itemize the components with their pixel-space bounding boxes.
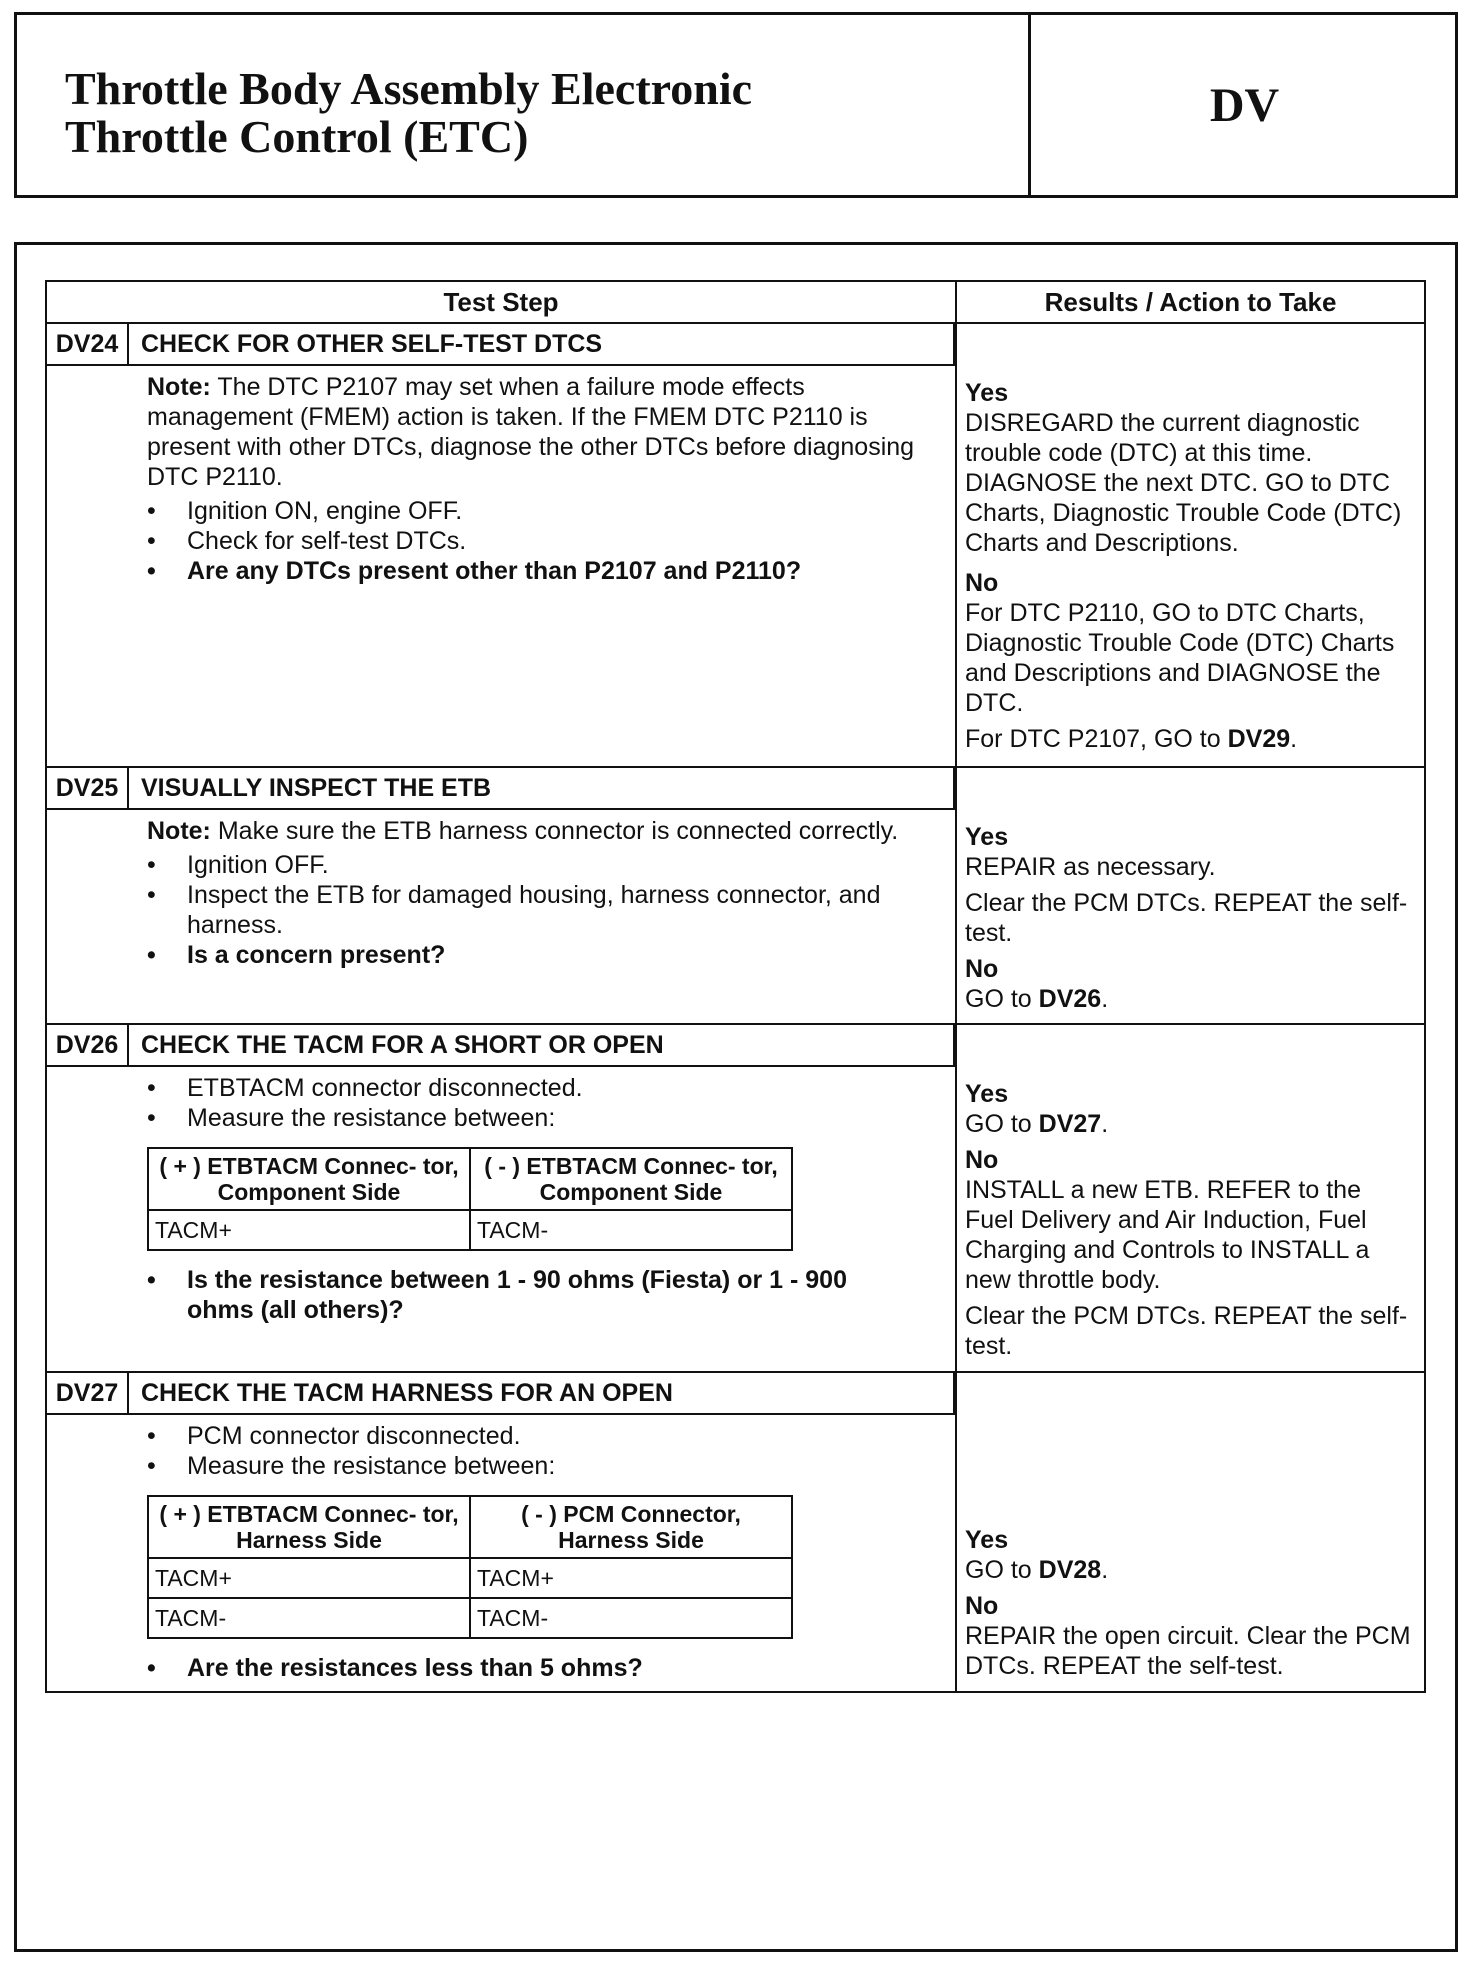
no-label: No	[965, 1146, 999, 1174]
results-header: Results / Action to Take	[956, 281, 1425, 323]
step-title: CHECK THE TACM HARNESS FOR AN OPEN	[141, 1378, 673, 1407]
page-title: Throttle Body Assembly Electronic Throttle Control (ETC)	[65, 63, 753, 162]
connector-header: ( + ) ETBTACM Connec- tor, Harness Side	[148, 1496, 470, 1558]
diagnostic-table	[45, 280, 1426, 1693]
list-item: • Inspect the ETB for damaged housing, harness connector, and harness.	[147, 880, 915, 940]
no-action: GO to DV26.	[965, 985, 1109, 1013]
connector-table	[147, 1495, 793, 1639]
step-header	[47, 768, 955, 810]
yes-action-2: Clear the PCM DTCs. REPEAT the self-test.	[965, 889, 1408, 947]
step-title: CHECK FOR OTHER SELF-TEST DTCS	[141, 329, 603, 358]
yes-label: Yes	[965, 1080, 1009, 1108]
table-row	[46, 323, 1425, 767]
page-header	[14, 12, 1458, 198]
connector-header: ( - ) ETBTACM Connec- tor, Component Side	[470, 1148, 792, 1210]
step-question: • Are any DTCs present other than P2107 and P2110?	[147, 556, 915, 586]
step-header	[47, 1025, 955, 1067]
step-question: • Is the resistance between 1 - 90 ohms (Fiesta) or 1 - 900 ohms (all others)?	[147, 1265, 915, 1325]
step-title: CHECK THE TACM FOR A SHORT OR OPEN	[141, 1030, 664, 1059]
step-title: VISUALLY INSPECT THE ETB	[141, 773, 492, 802]
step-note: Note: The DTC P2107 may set when a failure mode effects management (FMEM) action is taken. If the FMEM DTC P2110 is present with other DTCs, diagnose the other DTCs before diagnosing DTC P2110.	[147, 373, 915, 491]
list-item: • Check for self-test DTCs.	[147, 526, 915, 556]
pin-cell: TACM-	[470, 1210, 792, 1250]
pin-cell: TACM+	[148, 1558, 470, 1598]
step-id: DV25	[47, 768, 129, 808]
no-action: INSTALL a new ETB. REFER to the Fuel Delivery and Air Induction, Fuel Charging and Controls to INSTALL a new throttle body.	[965, 1176, 1370, 1294]
step-note: Note: Make sure the ETB harness connector is connected correctly.	[147, 817, 899, 845]
yes-action: GO to DV27.	[965, 1110, 1109, 1138]
test-step-header: Test Step	[46, 281, 956, 323]
section-code: DV	[1209, 78, 1280, 132]
yes-label: Yes	[965, 1526, 1009, 1554]
no-action-2: For DTC P2107, GO to DV29.	[965, 725, 1298, 753]
list-item: • Ignition OFF.	[147, 850, 915, 880]
no-label: No	[965, 955, 999, 983]
list-item: • Ignition ON, engine OFF.	[147, 496, 915, 526]
connector-table	[147, 1147, 793, 1251]
step-id: DV27	[47, 1373, 129, 1413]
step-header	[47, 324, 955, 366]
yes-action: GO to DV28.	[965, 1556, 1109, 1584]
yes-action: DISREGARD the current diagnostic trouble code (DTC) at this time. DIAGNOSE the next DTC. GO to DTC Charts, Diagnostic Trouble Code (DTC) Charts and Descriptions.	[965, 409, 1402, 557]
no-action: REPAIR the open circuit. Clear the PCM DTCs. REPEAT the self-test.	[965, 1622, 1411, 1680]
no-label: No	[965, 1592, 999, 1620]
no-action-2: Clear the PCM DTCs. REPEAT the self-test.	[965, 1302, 1408, 1360]
list-item: • ETBTACM connector disconnected.	[147, 1073, 915, 1103]
list-item: • PCM connector disconnected.	[147, 1421, 915, 1451]
pin-cell: TACM+	[148, 1210, 470, 1250]
connector-header: ( - ) PCM Connector, Harness Side	[470, 1496, 792, 1558]
step-question: • Are the resistances less than 5 ohms?	[147, 1653, 915, 1683]
table-row	[46, 1024, 1425, 1372]
table-header-row	[46, 281, 1425, 323]
list-item: • Measure the resistance between:	[147, 1451, 915, 1481]
list-item: • Measure the resistance between:	[147, 1103, 915, 1133]
no-label: No	[965, 569, 999, 597]
table-row	[46, 767, 1425, 1024]
connector-header: ( + ) ETBTACM Connec- tor, Component Side	[148, 1148, 470, 1210]
table-row	[46, 1372, 1425, 1692]
step-header	[47, 1373, 955, 1415]
yes-label: Yes	[965, 379, 1009, 407]
step-id: DV26	[47, 1025, 129, 1065]
step-id: DV24	[47, 324, 129, 364]
yes-label: Yes	[965, 823, 1009, 851]
pin-cell: TACM-	[148, 1598, 470, 1638]
no-action: For DTC P2110, GO to DTC Charts, Diagnostic Trouble Code (DTC) Charts and Descriptions and DIAGNOSE the DTC.	[965, 599, 1395, 717]
pin-cell: TACM+	[470, 1558, 792, 1598]
yes-action: REPAIR as necessary.	[965, 853, 1216, 881]
step-question: • Is a concern present?	[147, 940, 915, 970]
pin-cell: TACM-	[470, 1598, 792, 1638]
